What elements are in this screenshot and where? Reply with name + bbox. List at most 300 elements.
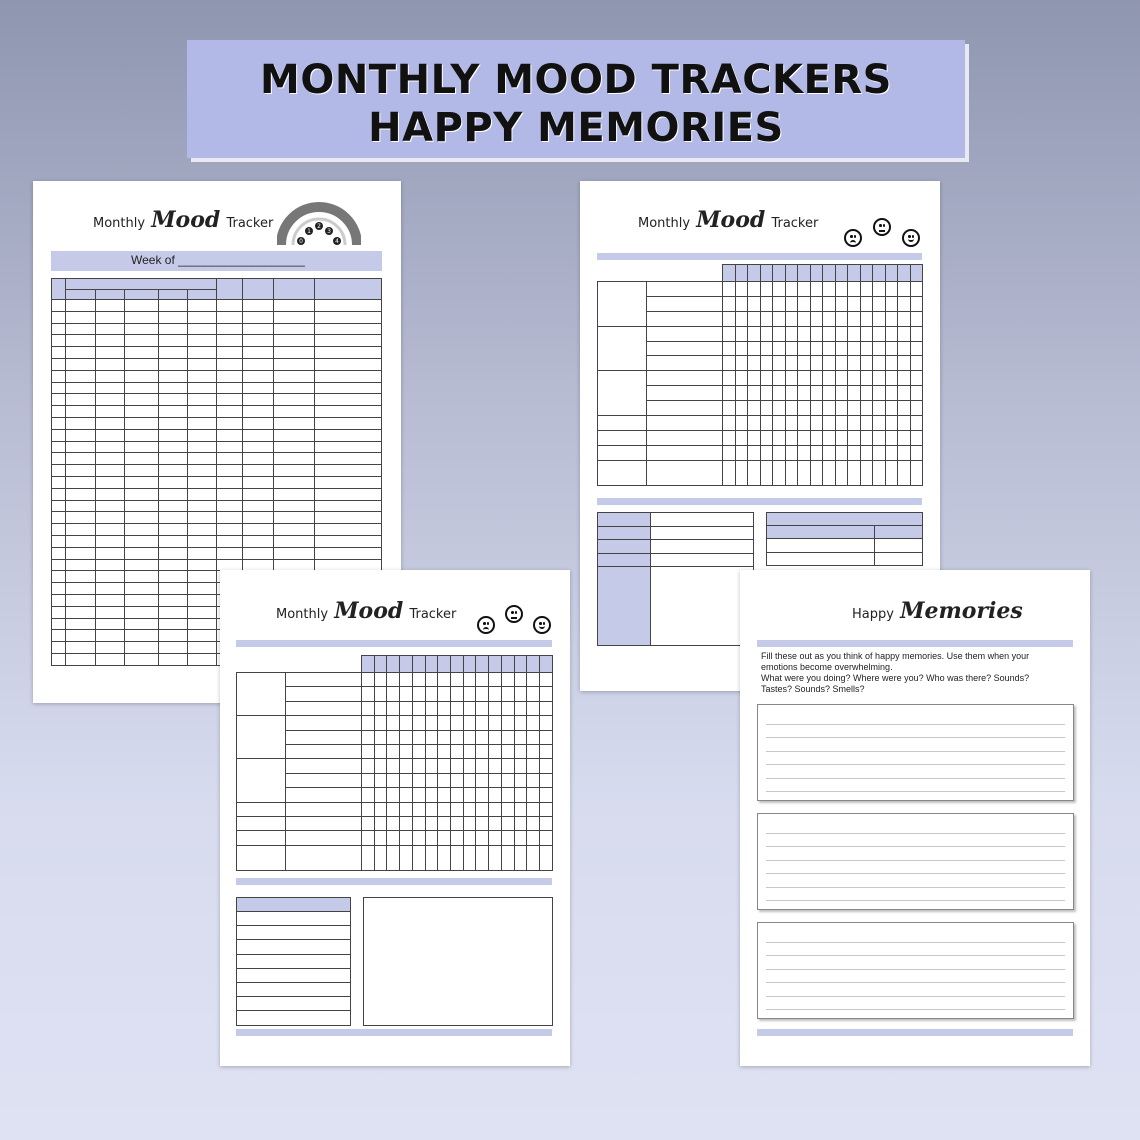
entry-cell[interactable]: [66, 311, 95, 323]
entry-cell[interactable]: [748, 356, 761, 371]
entry-cell[interactable]: [242, 524, 273, 536]
entry-cell[interactable]: [723, 416, 736, 431]
entry-cell[interactable]: [188, 429, 217, 441]
entry-cell[interactable]: [748, 326, 761, 341]
entry-cell[interactable]: [217, 488, 242, 500]
entry-cell[interactable]: [242, 417, 273, 429]
entry-cell[interactable]: [95, 535, 124, 547]
entry-cell[interactable]: [400, 788, 413, 802]
entry-cell[interactable]: [910, 430, 923, 445]
entry-cell[interactable]: [848, 296, 861, 311]
entry-cell[interactable]: [748, 460, 761, 485]
entry-cell[interactable]: [785, 460, 798, 485]
entry-cell[interactable]: [188, 535, 217, 547]
entry-cell[interactable]: [374, 831, 387, 845]
entry-cell[interactable]: [785, 445, 798, 460]
entry-cell[interactable]: [514, 788, 527, 802]
entry-cell[interactable]: [125, 642, 159, 654]
entry-cell[interactable]: [885, 296, 898, 311]
entry-cell[interactable]: [217, 358, 242, 370]
entry-cell[interactable]: [217, 429, 242, 441]
entry-cell[interactable]: [501, 759, 514, 773]
entry-cell[interactable]: [400, 673, 413, 687]
entry-cell[interactable]: [540, 730, 553, 744]
entry-cell[interactable]: [835, 371, 848, 386]
entry-cell[interactable]: [514, 701, 527, 715]
entry-cell[interactable]: [95, 547, 124, 559]
entry-cell[interactable]: [798, 430, 811, 445]
entry-cell[interactable]: [412, 730, 425, 744]
entry-cell[interactable]: [314, 488, 381, 500]
entry-cell[interactable]: [476, 759, 489, 773]
entry-cell[interactable]: [527, 816, 540, 830]
entry-cell[interactable]: [476, 773, 489, 787]
entry-cell[interactable]: [387, 816, 400, 830]
entry-cell[interactable]: [785, 282, 798, 297]
entry-cell[interactable]: [95, 441, 124, 453]
entry-cell[interactable]: [723, 296, 736, 311]
entry-cell[interactable]: [873, 401, 886, 416]
entry-cell[interactable]: [810, 326, 823, 341]
entry-cell[interactable]: [438, 845, 451, 870]
entry-cell[interactable]: [66, 653, 95, 665]
entry-cell[interactable]: [873, 430, 886, 445]
entry-cell[interactable]: [873, 282, 886, 297]
entry-cell[interactable]: [425, 673, 438, 687]
entry-cell[interactable]: [760, 401, 773, 416]
entry-cell[interactable]: [66, 347, 95, 359]
entry-cell[interactable]: [476, 788, 489, 802]
entry-cell[interactable]: [274, 323, 315, 335]
entry-cell[interactable]: [242, 311, 273, 323]
entry-cell[interactable]: [125, 583, 159, 595]
entry-cell[interactable]: [188, 488, 217, 500]
entry-cell[interactable]: [501, 816, 514, 830]
entry-cell[interactable]: [274, 453, 315, 465]
entry-cell[interactable]: [274, 429, 315, 441]
entry-cell[interactable]: [217, 300, 242, 312]
entry-cell[interactable]: [860, 356, 873, 371]
entry-cell[interactable]: [773, 445, 786, 460]
entry-cell[interactable]: [188, 406, 217, 418]
entry-cell[interactable]: [158, 559, 187, 571]
entry-cell[interactable]: [374, 730, 387, 744]
entry-cell[interactable]: [274, 441, 315, 453]
entry-cell[interactable]: [314, 347, 381, 359]
entry-cell[interactable]: [476, 673, 489, 687]
entry-cell[interactable]: [242, 453, 273, 465]
entry-cell[interactable]: [400, 759, 413, 773]
entry-cell[interactable]: [873, 326, 886, 341]
entry-cell[interactable]: [723, 326, 736, 341]
entry-cell[interactable]: [158, 406, 187, 418]
entry-cell[interactable]: [798, 401, 811, 416]
entry-cell[interactable]: [860, 430, 873, 445]
entry-cell[interactable]: [773, 430, 786, 445]
entry-cell[interactable]: [476, 802, 489, 816]
entry-cell[interactable]: [66, 429, 95, 441]
entry-cell[interactable]: [514, 730, 527, 744]
entry-cell[interactable]: [314, 300, 381, 312]
entry-cell[interactable]: [125, 524, 159, 536]
entry-cell[interactable]: [451, 701, 464, 715]
entry-cell[interactable]: [463, 802, 476, 816]
entry-cell[interactable]: [501, 845, 514, 870]
entry-cell[interactable]: [274, 370, 315, 382]
entry-cell[interactable]: [527, 788, 540, 802]
entry-cell[interactable]: [489, 716, 502, 730]
entry-cell[interactable]: [810, 371, 823, 386]
entry-cell[interactable]: [158, 465, 187, 477]
entry-cell[interactable]: [158, 583, 187, 595]
note-line[interactable]: [237, 982, 351, 996]
entry-cell[interactable]: [125, 441, 159, 453]
entry-cell[interactable]: [735, 356, 748, 371]
entry-cell[interactable]: [910, 282, 923, 297]
entry-cell[interactable]: [760, 445, 773, 460]
entry-cell[interactable]: [158, 300, 187, 312]
note-line[interactable]: [237, 968, 351, 982]
entry-cell[interactable]: [188, 300, 217, 312]
entry-cell[interactable]: [188, 453, 217, 465]
entry-cell[interactable]: [810, 430, 823, 445]
entry-cell[interactable]: [514, 716, 527, 730]
entry-cell[interactable]: [158, 606, 187, 618]
entry-cell[interactable]: [514, 816, 527, 830]
entry-cell[interactable]: [898, 430, 911, 445]
entry-cell[interactable]: [125, 335, 159, 347]
entry-cell[interactable]: [242, 382, 273, 394]
entry-cell[interactable]: [217, 476, 242, 488]
entry-cell[interactable]: [748, 416, 761, 431]
entry-cell[interactable]: [540, 701, 553, 715]
entry-cell[interactable]: [501, 701, 514, 715]
entry-cell[interactable]: [501, 788, 514, 802]
entry-cell[interactable]: [885, 430, 898, 445]
entry-cell[interactable]: [217, 394, 242, 406]
entry-cell[interactable]: [463, 744, 476, 758]
entry-cell[interactable]: [723, 311, 736, 326]
entry-cell[interactable]: [362, 673, 375, 687]
entry-cell[interactable]: [735, 341, 748, 356]
entry-cell[interactable]: [274, 311, 315, 323]
entry-cell[interactable]: [400, 744, 413, 758]
entry-cell[interactable]: [785, 296, 798, 311]
entry-cell[interactable]: [860, 386, 873, 401]
entry-cell[interactable]: [438, 730, 451, 744]
entry-cell[interactable]: [314, 524, 381, 536]
info-value[interactable]: [651, 567, 754, 646]
entry-cell[interactable]: [873, 311, 886, 326]
entry-cell[interactable]: [735, 326, 748, 341]
entry-cell[interactable]: [95, 382, 124, 394]
entry-cell[interactable]: [387, 802, 400, 816]
entry-cell[interactable]: [158, 571, 187, 583]
entry-cell[interactable]: [314, 406, 381, 418]
entry-cell[interactable]: [158, 335, 187, 347]
entry-cell[interactable]: [95, 630, 124, 642]
entry-cell[interactable]: [425, 845, 438, 870]
entry-cell[interactable]: [217, 382, 242, 394]
entry-cell[interactable]: [773, 416, 786, 431]
entry-cell[interactable]: [374, 744, 387, 758]
entry-cell[interactable]: [125, 453, 159, 465]
entry-cell[interactable]: [785, 311, 798, 326]
entry-cell[interactable]: [188, 347, 217, 359]
entry-cell[interactable]: [514, 802, 527, 816]
entry-cell[interactable]: [748, 371, 761, 386]
entry-cell[interactable]: [489, 687, 502, 701]
entry-cell[interactable]: [217, 370, 242, 382]
entry-cell[interactable]: [66, 559, 95, 571]
entry-cell[interactable]: [400, 845, 413, 870]
entry-cell[interactable]: [910, 401, 923, 416]
entry-cell[interactable]: [425, 701, 438, 715]
entry-cell[interactable]: [723, 445, 736, 460]
entry-cell[interactable]: [438, 773, 451, 787]
entry-cell[interactable]: [274, 500, 315, 512]
entry-cell[interactable]: [412, 673, 425, 687]
entry-cell[interactable]: [848, 401, 861, 416]
entry-cell[interactable]: [773, 296, 786, 311]
entry-cell[interactable]: [527, 845, 540, 870]
entry-cell[interactable]: [489, 831, 502, 845]
entry-cell[interactable]: [188, 559, 217, 571]
entry-cell[interactable]: [314, 417, 381, 429]
entry-cell[interactable]: [412, 716, 425, 730]
entry-cell[interactable]: [875, 552, 923, 566]
entry-cell[interactable]: [374, 773, 387, 787]
entry-cell[interactable]: [463, 831, 476, 845]
entry-cell[interactable]: [314, 382, 381, 394]
entry-cell[interactable]: [158, 358, 187, 370]
entry-cell[interactable]: [95, 335, 124, 347]
entry-cell[interactable]: [158, 630, 187, 642]
entry-cell[interactable]: [438, 673, 451, 687]
entry-cell[interactable]: [188, 441, 217, 453]
entry-cell[interactable]: [387, 773, 400, 787]
entry-cell[interactable]: [314, 512, 381, 524]
entry-cell[interactable]: [242, 441, 273, 453]
entry-cell[interactable]: [760, 296, 773, 311]
entry-cell[interactable]: [898, 445, 911, 460]
entry-cell[interactable]: [760, 460, 773, 485]
entry-cell[interactable]: [95, 358, 124, 370]
entry-cell[interactable]: [188, 465, 217, 477]
memory-box[interactable]: [757, 704, 1074, 801]
entry-cell[interactable]: [66, 512, 95, 524]
entry-cell[interactable]: [158, 453, 187, 465]
entry-cell[interactable]: [848, 460, 861, 485]
entry-cell[interactable]: [158, 642, 187, 654]
entry-cell[interactable]: [314, 394, 381, 406]
entry-cell[interactable]: [95, 500, 124, 512]
entry-cell[interactable]: [748, 341, 761, 356]
entry-cell[interactable]: [873, 371, 886, 386]
entry-cell[interactable]: [374, 816, 387, 830]
entry-cell[interactable]: [362, 687, 375, 701]
entry-cell[interactable]: [158, 382, 187, 394]
entry-cell[interactable]: [476, 831, 489, 845]
entry-cell[interactable]: [910, 386, 923, 401]
entry-cell[interactable]: [848, 356, 861, 371]
entry-cell[interactable]: [798, 311, 811, 326]
entry-cell[interactable]: [773, 460, 786, 485]
entry-cell[interactable]: [438, 816, 451, 830]
note-line[interactable]: [237, 926, 351, 940]
entry-cell[interactable]: [362, 759, 375, 773]
entry-cell[interactable]: [158, 429, 187, 441]
entry-cell[interactable]: [217, 524, 242, 536]
entry-cell[interactable]: [362, 716, 375, 730]
entry-cell[interactable]: [748, 430, 761, 445]
entry-cell[interactable]: [242, 406, 273, 418]
entry-cell[interactable]: [860, 401, 873, 416]
entry-cell[interactable]: [514, 831, 527, 845]
entry-cell[interactable]: [723, 386, 736, 401]
entry-cell[interactable]: [374, 716, 387, 730]
entry-cell[interactable]: [767, 539, 875, 553]
entry-cell[interactable]: [451, 687, 464, 701]
entry-cell[interactable]: [527, 831, 540, 845]
entry-cell[interactable]: [760, 356, 773, 371]
entry-cell[interactable]: [158, 594, 187, 606]
entry-cell[interactable]: [835, 326, 848, 341]
entry-cell[interactable]: [425, 759, 438, 773]
entry-cell[interactable]: [425, 730, 438, 744]
entry-cell[interactable]: [910, 460, 923, 485]
entry-cell[interactable]: [95, 524, 124, 536]
entry-cell[interactable]: [463, 845, 476, 870]
entry-cell[interactable]: [374, 802, 387, 816]
entry-cell[interactable]: [125, 594, 159, 606]
entry-cell[interactable]: [362, 831, 375, 845]
entry-cell[interactable]: [489, 701, 502, 715]
info-value[interactable]: [651, 540, 754, 554]
entry-cell[interactable]: [412, 687, 425, 701]
entry-cell[interactable]: [374, 788, 387, 802]
entry-cell[interactable]: [412, 845, 425, 870]
entry-cell[interactable]: [125, 547, 159, 559]
entry-cell[interactable]: [798, 356, 811, 371]
entry-cell[interactable]: [898, 341, 911, 356]
entry-cell[interactable]: [540, 744, 553, 758]
entry-cell[interactable]: [95, 453, 124, 465]
entry-cell[interactable]: [66, 606, 95, 618]
entry-cell[interactable]: [773, 282, 786, 297]
entry-cell[interactable]: [400, 701, 413, 715]
entry-cell[interactable]: [835, 311, 848, 326]
entry-cell[interactable]: [823, 386, 836, 401]
entry-cell[interactable]: [514, 687, 527, 701]
entry-cell[interactable]: [527, 744, 540, 758]
entry-cell[interactable]: [314, 453, 381, 465]
entry-cell[interactable]: [125, 465, 159, 477]
entry-cell[interactable]: [125, 370, 159, 382]
entry-cell[interactable]: [188, 394, 217, 406]
entry-cell[interactable]: [540, 802, 553, 816]
entry-cell[interactable]: [242, 476, 273, 488]
entry-cell[interactable]: [735, 296, 748, 311]
entry-cell[interactable]: [274, 382, 315, 394]
entry-cell[interactable]: [95, 300, 124, 312]
entry-cell[interactable]: [66, 535, 95, 547]
entry-cell[interactable]: [540, 845, 553, 870]
entry-cell[interactable]: [314, 370, 381, 382]
entry-cell[interactable]: [412, 701, 425, 715]
entry-cell[interactable]: [767, 552, 875, 566]
entry-cell[interactable]: [125, 559, 159, 571]
entry-cell[interactable]: [735, 401, 748, 416]
entry-cell[interactable]: [125, 653, 159, 665]
entry-cell[interactable]: [910, 371, 923, 386]
entry-cell[interactable]: [66, 406, 95, 418]
entry-cell[interactable]: [910, 445, 923, 460]
entry-cell[interactable]: [540, 716, 553, 730]
entry-cell[interactable]: [898, 326, 911, 341]
entry-cell[interactable]: [848, 445, 861, 460]
entry-cell[interactable]: [158, 547, 187, 559]
entry-cell[interactable]: [362, 730, 375, 744]
entry-cell[interactable]: [760, 341, 773, 356]
memory-box[interactable]: [757, 922, 1074, 1019]
entry-cell[interactable]: [835, 430, 848, 445]
entry-cell[interactable]: [158, 488, 187, 500]
entry-cell[interactable]: [314, 358, 381, 370]
entry-cell[interactable]: [274, 358, 315, 370]
entry-cell[interactable]: [274, 465, 315, 477]
entry-cell[interactable]: [425, 788, 438, 802]
entry-cell[interactable]: [400, 773, 413, 787]
entry-cell[interactable]: [810, 356, 823, 371]
entry-cell[interactable]: [848, 386, 861, 401]
entry-cell[interactable]: [425, 744, 438, 758]
entry-cell[interactable]: [489, 788, 502, 802]
entry-cell[interactable]: [95, 653, 124, 665]
entry-cell[interactable]: [66, 500, 95, 512]
entry-cell[interactable]: [860, 445, 873, 460]
entry-cell[interactable]: [501, 716, 514, 730]
entry-cell[interactable]: [125, 347, 159, 359]
entry-cell[interactable]: [95, 488, 124, 500]
entry-cell[interactable]: [835, 460, 848, 485]
entry-cell[interactable]: [848, 311, 861, 326]
entry-cell[interactable]: [785, 401, 798, 416]
entry-cell[interactable]: [540, 773, 553, 787]
entry-cell[interactable]: [412, 759, 425, 773]
entry-cell[interactable]: [274, 406, 315, 418]
entry-cell[interactable]: [501, 802, 514, 816]
entry-cell[interactable]: [438, 687, 451, 701]
entry-cell[interactable]: [274, 512, 315, 524]
entry-cell[interactable]: [527, 673, 540, 687]
entry-cell[interactable]: [910, 326, 923, 341]
entry-cell[interactable]: [785, 386, 798, 401]
entry-cell[interactable]: [125, 571, 159, 583]
entry-cell[interactable]: [873, 356, 886, 371]
entry-cell[interactable]: [314, 441, 381, 453]
entry-cell[interactable]: [125, 476, 159, 488]
entry-cell[interactable]: [217, 512, 242, 524]
entry-cell[interactable]: [773, 401, 786, 416]
entry-cell[interactable]: [95, 347, 124, 359]
entry-cell[interactable]: [362, 788, 375, 802]
entry-cell[interactable]: [362, 802, 375, 816]
entry-cell[interactable]: [412, 773, 425, 787]
entry-cell[interactable]: [125, 300, 159, 312]
entry-cell[interactable]: [860, 460, 873, 485]
entry-cell[interactable]: [885, 386, 898, 401]
